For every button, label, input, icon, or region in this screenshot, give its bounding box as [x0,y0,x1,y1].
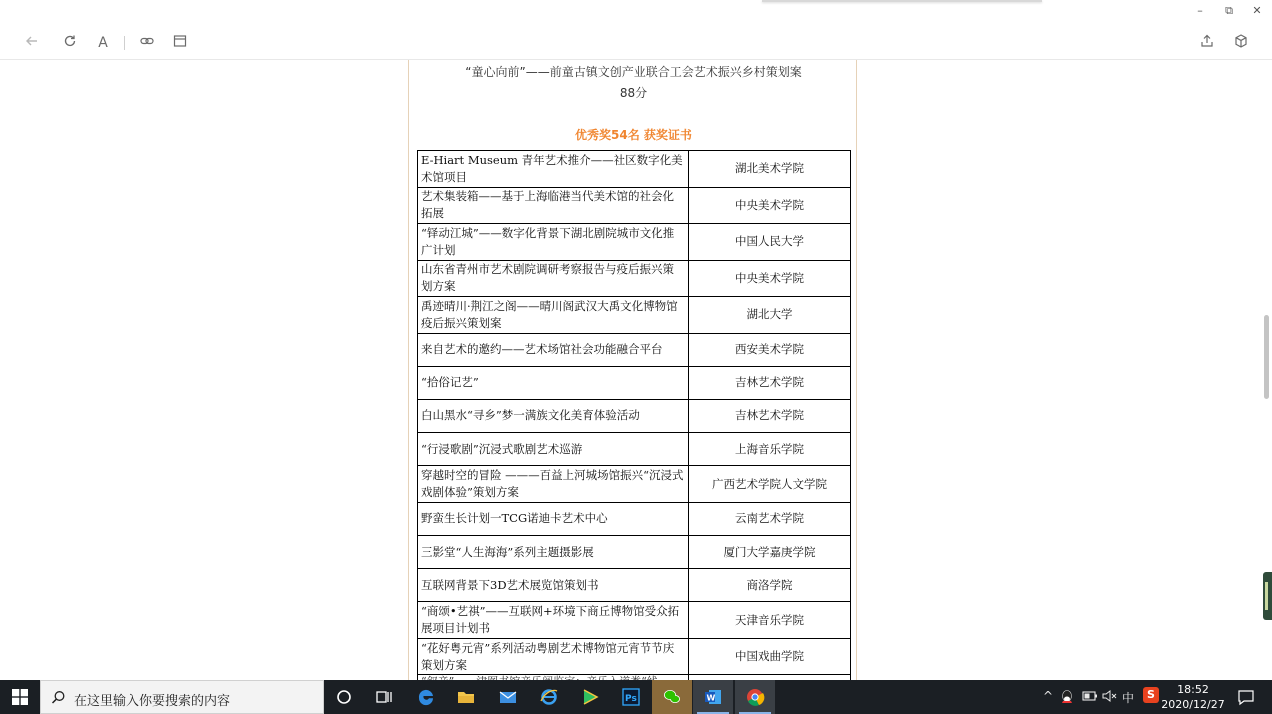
cube-icon [1233,33,1249,49]
title-bar [0,0,1272,24]
battery-icon[interactable] [1082,689,1098,706]
project-cell: 互联网背景下3D艺术展览馆策划书 [418,569,689,602]
share-button[interactable] [1197,33,1217,53]
notification-icon [1236,687,1256,707]
school-cell: 湖北大学 [689,297,851,334]
taskbar-search-box[interactable] [40,680,324,714]
top-notification-strip [762,0,1042,2]
project-cell: 山东省青州市艺术剧院调研考察报告与疫后振兴策划方案 [418,260,689,297]
clock-time: 18:52 [1177,683,1209,696]
reader-toolbar [0,26,1272,60]
project-cell: E-Hiart Museum 青年艺术推介——社区数字化美术馆项目 [418,151,689,188]
link-button[interactable] [137,33,157,53]
table-row [418,466,851,503]
package-button[interactable] [1231,33,1251,53]
table-row [418,224,851,261]
svg-text:W: W [706,693,716,703]
project-cell: 来自艺术的邀约——艺术场馆社会功能融合平台 [418,333,689,366]
table-row [418,187,851,224]
window-icon [172,33,188,49]
project-cell: “拾俗记艺” [418,366,689,399]
project-cell: 白山黑水“寻乡”梦一满族文化美育体验活动 [418,399,689,432]
school-cell: 西安美术学院 [689,333,851,366]
back-button[interactable] [22,33,42,53]
task-view-icon [374,687,394,707]
table-row [418,399,851,432]
school-cell: 中央美术学院 [689,187,851,224]
taskbar-edge-app[interactable] [406,680,446,714]
play-icon [580,687,600,707]
award-table [417,150,851,690]
reader-mode-button[interactable] [170,33,190,53]
taskbar-mail-app[interactable] [488,680,528,714]
previous-entry-score: 88分 [619,86,648,100]
school-cell: 中央美术学院 [689,260,851,297]
school-cell: 中国人民大学 [689,224,851,261]
task-view-button[interactable] [364,680,404,714]
taskbar [0,680,1272,714]
document-page [408,60,857,680]
taskbar-ie-app[interactable] [529,680,569,714]
minimize-button[interactable]: – [1197,4,1203,17]
project-cell: 穿越时空的冒险 ———百益上河城场馆振兴“沉浸式戏剧体验”策划方案 [418,466,689,503]
restore-button[interactable]: ⧉ [1225,4,1233,17]
sogou-input-icon[interactable]: S [1143,687,1159,703]
arrow-left-icon [24,33,40,49]
table-row [418,333,851,366]
ime-language-indicator[interactable]: 中 [1122,691,1135,705]
svg-text:Ps: Ps [625,694,637,704]
search-icon [51,690,66,705]
school-cell: 广西艺术学院人文学院 [689,466,851,503]
school-cell: 上海音乐学院 [689,433,851,466]
notification-center-button[interactable] [1226,680,1266,714]
photoshop-icon [621,687,641,707]
start-button[interactable] [0,680,40,714]
school-cell: 吉林艺术学院 [689,366,851,399]
table-row [418,638,851,675]
scrollbar-thumb[interactable] [1264,315,1269,399]
project-cell: 禹迹晴川·荆江之阁——晴川阁武汉大禹文化博物馆疫后振兴策划案 [418,297,689,334]
school-cell: 云南艺术学院 [689,502,851,535]
close-button[interactable]: ✕ [1252,4,1262,17]
project-cell: 三影堂“人生海海”系列主题摄影展 [418,535,689,568]
school-cell: 天津音乐学院 [689,602,851,639]
folder-icon [456,687,476,707]
taskbar-word[interactable] [693,680,733,714]
table-row [418,366,851,399]
internet-explorer-icon [539,687,559,707]
project-cell: “商颂•艺祺”——互联网+环境下商丘博物馆受众拓展项目计划书 [418,602,689,639]
taskbar-media-app[interactable] [570,680,610,714]
font-size-button[interactable]: A [98,35,108,51]
document-viewport[interactable] [0,60,1272,680]
cortana-button[interactable] [324,680,364,714]
table-row [418,433,851,466]
wechat-icon [662,687,682,707]
taskbar-file-explorer[interactable] [446,680,486,714]
side-widget-tab[interactable] [1263,572,1272,620]
qq-icon[interactable] [1060,689,1074,708]
award-table-wrap [417,150,850,690]
volume-muted-icon[interactable] [1101,689,1117,706]
project-cell: 艺术集装箱——基于上海临港当代美术馆的社会化拓展 [418,187,689,224]
edge-browser-icon [416,687,436,707]
taskbar-wechat[interactable] [652,680,692,714]
table-row [418,602,851,639]
school-cell: 中国戏曲学院 [689,638,851,675]
project-cell: “行浸歌剧”沉浸式歌剧艺术巡游 [418,433,689,466]
taskbar-clock[interactable] [1160,682,1226,712]
toolbar-divider [124,36,125,50]
school-cell: 湖北美术学院 [689,151,851,188]
project-cell: 野蛮生长计划一TCG诺迪卡艺术中心 [418,502,689,535]
table-row [418,297,851,334]
cortana-circle-icon [334,687,354,707]
award-heading: 优秀奖54名 获奖证书 [575,128,692,142]
link-icon [139,33,155,49]
refresh-button[interactable] [60,33,80,53]
previous-entry-title: “童心向前”——前童古镇文创产业联合工会艺术振兴乡村策划案 [465,65,802,79]
table-row [418,260,851,297]
table-row [418,502,851,535]
table-row [418,151,851,188]
school-cell: 厦门大学嘉庚学院 [689,535,851,568]
project-cell: “铎动江城”——数字化背景下湖北剧院城市文化推广计划 [418,224,689,261]
school-cell: 吉林艺术学院 [689,399,851,432]
windows-logo-icon [12,689,28,705]
search-placeholder: 在这里输入你要搜索的内容 [74,694,231,709]
taskbar-chrome[interactable] [735,680,775,714]
project-cell: “花好粤元宵”系列活动粤剧艺术博物馆元宵节节庆策划方案 [418,638,689,675]
chevron-up-icon[interactable]: ^ [1043,689,1054,703]
taskbar-photoshop[interactable] [611,680,651,714]
clock-date: 2020/12/27 [1161,698,1225,711]
word-icon [703,687,723,707]
table-row [418,535,851,568]
chrome-icon [745,687,765,707]
school-cell: 商洛学院 [689,569,851,602]
refresh-icon [62,33,78,49]
mail-icon [498,687,518,707]
table-row [418,569,851,602]
share-icon [1199,33,1215,49]
